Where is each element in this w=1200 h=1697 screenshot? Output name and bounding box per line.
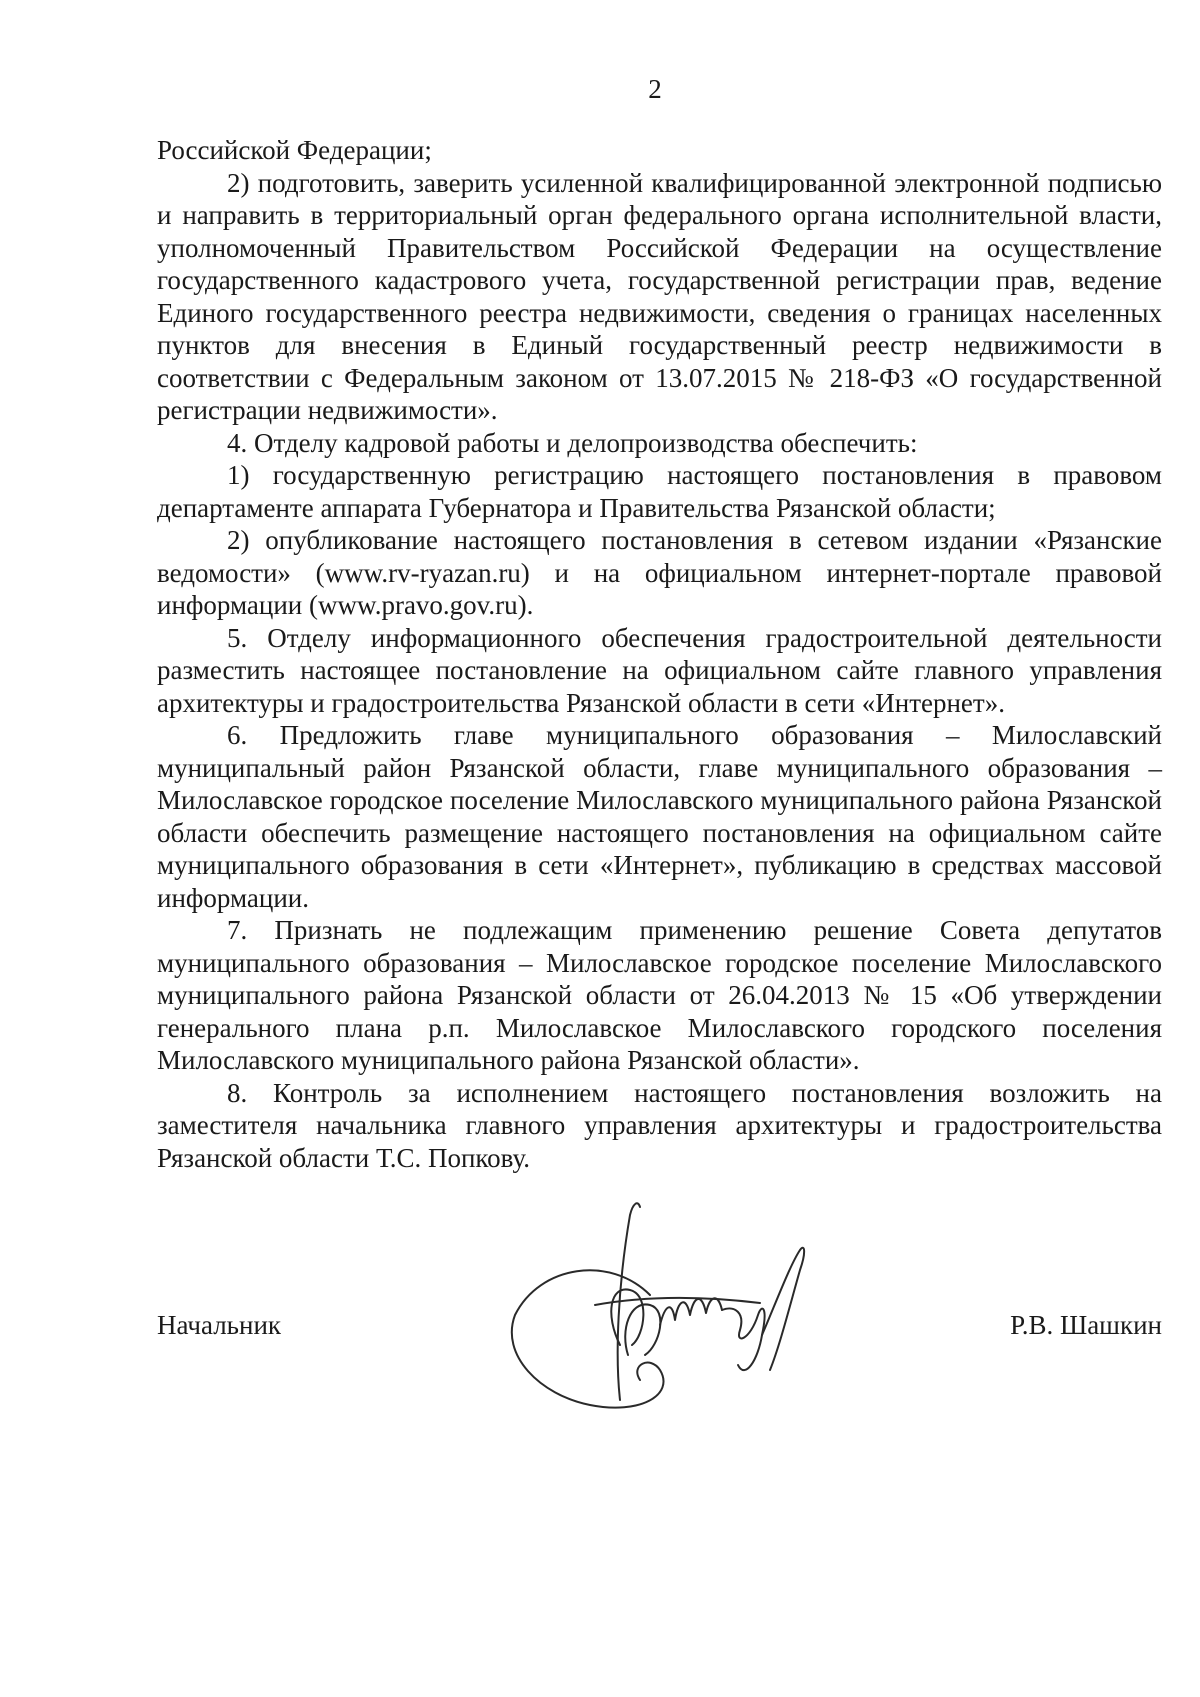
- paragraph: 5. Отделу информационного обеспечения градостроительной деятельности разместить настоящее постановление на официальном сайте главного управления архитектуры и градостроительства Рязанской области в сети «Интернет».: [157, 622, 1162, 718]
- paragraph: 6. Предложить главе муниципального образования – Милославский муниципальный район Рязанской области, главе муниципального образования – Милославское городское поселение Милославского муниципального района Рязанской области обеспечить размещение настоящего постановления на официальном сайте муниципального образования в сети «Интернет», публикацию в средствах массовой информации.: [157, 720, 1162, 913]
- signatory-name: Р.В. Шашкин: [1010, 1310, 1162, 1340]
- paragraph: 2) подготовить, заверить усиленной квалифицированной электронной подписью и направить в территориальный орган федерального органа исполнительной власти, уполномоченный Правительством Российской Федерации на осуществление государственного кадастрового учета, государственной регистрации прав, ведение Единого государственного реестра недвижимости, сведения о границах населенных пунктов для внесения в Единый государственный реестр недвижимости в соответствии с Федеральным законом от 13.07.2015 № 218-ФЗ «О государственной регистрации недвижимости».: [157, 167, 1162, 425]
- paragraph: 8. Контроль за исполнением настоящего постановления возложить на заместителя начальника главного управления архитектуры и градостроительства Рязанской области Т.С. Попкову.: [157, 1077, 1162, 1173]
- document-body: [157, 134, 1162, 1174]
- signatory-position: Начальник: [157, 1310, 282, 1340]
- paragraph: 7. Признать не подлежащим применению решение Совета депутатов муниципального образования – Милославское городское поселение Милославского муниципального района Рязанской области от 26.04.2013 № 15 «Об утверждении генерального плана р.п. Милославское Милославского городского поселения Милославского муниципального района Рязанской области».: [157, 915, 1162, 1075]
- paragraph: 2) опубликование настоящего постановления в сетевом издании «Рязанские ведомости» (www.rv-ryazan.ru) и на официальном интернет-портале правовой информации (www.pravo.gov.ru).: [157, 525, 1162, 620]
- paragraph: 4. Отделу кадровой работы и делопроизводства обеспечить:: [227, 427, 918, 458]
- paragraph: 1) государственную регистрацию настоящего постановления в правовом департаменте аппарата Губернатора и Правительства Рязанской области;: [157, 460, 1162, 523]
- paragraph: Российской Федерации;: [157, 135, 432, 165]
- page-number: 2: [648, 74, 662, 104]
- signature-block: [157, 1310, 1162, 1350]
